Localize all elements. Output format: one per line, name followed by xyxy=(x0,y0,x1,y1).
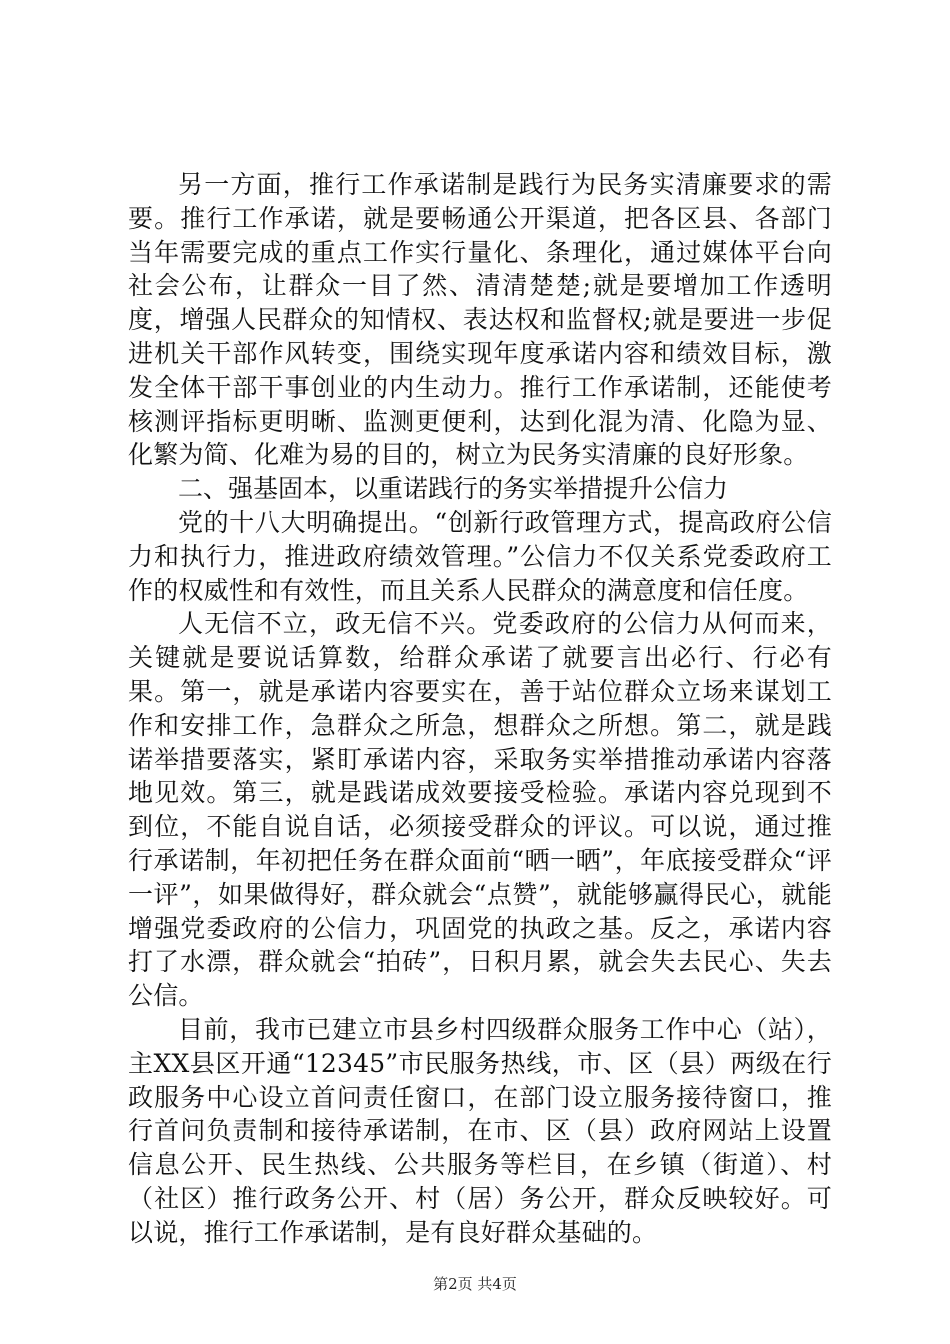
paragraph-1: 另一方面，推行工作承诺制是践行为民务实清廉要求的需要。推行工作承诺，就是要畅通公开渠道，把各区县、各部门当年需要完成的重点工作实行量化、条理化，通过媒体平台向社会公布，让群众一目了然、清清楚楚;就是要增加工作透明度，增强人民群众的知情权、表达权和监督权;就是要进一步促进机关干部作风转变，围绕实现年度承诺内容和绩效目标，激发全体干部干事创业的内生动力。推行工作承诺制，还能使考核测评指标更明晰、监测更便利，达到化混为清、化隐为显、化繁为简、化难为易的目的，树立为民务实清廉的良好形象。 xyxy=(128,170,832,470)
section-heading: 二、强基固本，以重诺践行的务实举措提升公信力 xyxy=(178,474,729,504)
paragraph-2: 党的十八大明确提出。“创新行政管理方式，提高政府公信力和执行力，推进政府绩效管理。”公信力不仅关系党委政府工作的权威性和有效性，而且关系人民群众的满意度和信任度。 xyxy=(128,507,832,605)
page-number-footer: 第2页 共4页 xyxy=(433,1275,517,1293)
paragraph-4: 目前，我市已建立市县乡村四级群众服务工作中心（站），主XX县区开通“12345”市民服务热线，市、区（县）两级在行政服务中心设立首问责任窗口，在部门设立服务接待窗口，推行首问负责制和接待承诺制，在市、区（县）政府网站上设置信息公开、民生热线、公共服务等栏目，在乡镇（街道）、村（社区）推行政务公开、村（居）务公开，群众反映较好。可以说，推行工作承诺制，是有良好群众基础的。 xyxy=(128,1014,832,1247)
paragraph-3: 人无信不立，政无信不兴。党委政府的公信力从何而来，关键就是要说话算数，给群众承诺了就要言出必行、行必有果。第一，就是承诺内容要实在，善于站位群众立场来谋划工作和安排工作，急群众之所急，想群众之所想。第二，就是践诺举措要落实，紧盯承诺内容，采取务实举措推动承诺内容落地见效。第三，就是践诺成效要接受检验。承诺内容兑现到不到位，不能自说自话，必须接受群众的评议。可以说，通过推行承诺制，年初把任务在群众面前“晒一晒”，年底接受群众“评一评”，如果做得好，群众就会“点赞”，就能够赢得民心，就能增强党委政府的公信力，巩固党的执政之基。反之，承诺内容打了水漂，群众就会“拍砖”，日积月累，就会失去民心、失去公信。 xyxy=(128,609,832,1011)
document-body xyxy=(128,168,832,1250)
